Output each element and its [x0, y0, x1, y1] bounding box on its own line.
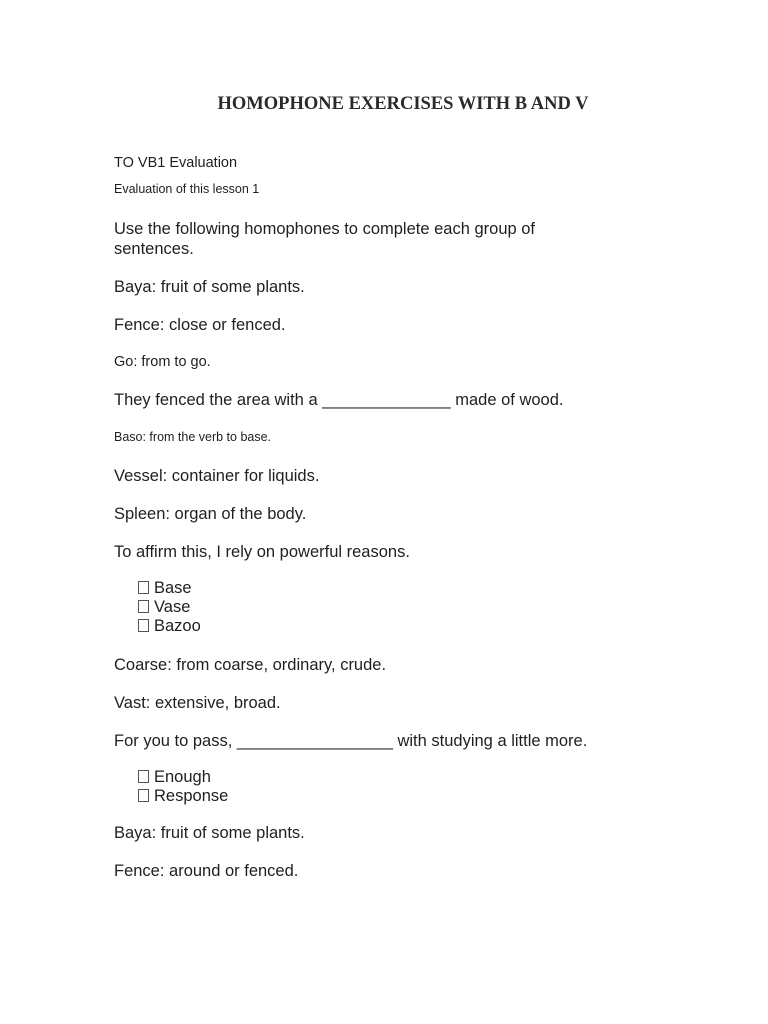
option-label: Enough: [154, 768, 211, 786]
definition-baya-2: Baya: fruit of some plants.: [114, 824, 305, 842]
option-label: Response: [154, 787, 229, 805]
definition-baya: Baya: fruit of some plants.: [114, 278, 305, 296]
document-title: HOMOPHONE EXERCISES WITH B AND V: [217, 94, 589, 114]
definition-vessel: Vessel: container for liquids.: [114, 467, 320, 485]
checkbox-icon[interactable]: [138, 789, 149, 802]
definition-go: Go: from to go.: [114, 354, 211, 370]
instructions: Use the following homophones to complete each group of sentences.: [114, 220, 536, 258]
definition-fence: Fence: close or fenced.: [114, 316, 286, 334]
definition-fence-2: Fence: around or fenced.: [114, 862, 299, 880]
definition-spleen: Spleen: organ of the body.: [114, 505, 307, 523]
lesson-label: Evaluation of this lesson 1: [114, 182, 260, 196]
exercise-sentence-1: They fenced the area with a ______________ made of wood.: [114, 391, 564, 409]
checkbox-icon[interactable]: [138, 770, 149, 783]
exercise-sentence-3: For you to pass, _________________ with studying a little more.: [114, 732, 588, 750]
checkbox-icon[interactable]: [138, 619, 149, 632]
option-label: Base: [154, 579, 192, 597]
option-item[interactable]: [138, 578, 192, 598]
option-label: Vase: [154, 598, 191, 616]
checkbox-icon[interactable]: [138, 600, 149, 613]
option-item[interactable]: [138, 616, 201, 636]
option-item[interactable]: [138, 786, 228, 806]
definition-baso: Baso: from the verb to base.: [114, 430, 272, 444]
checkbox-icon[interactable]: [138, 581, 149, 594]
course-label: TO VB1 Evaluation: [114, 155, 238, 171]
option-item[interactable]: [138, 597, 190, 617]
definition-vast: Vast: extensive, broad.: [114, 694, 281, 712]
exercise-sentence-2: To affirm this, I rely on powerful reasons.: [114, 543, 410, 561]
definition-coarse: Coarse: from coarse, ordinary, crude.: [114, 656, 387, 674]
option-label: Bazoo: [154, 617, 201, 635]
option-item[interactable]: [138, 767, 211, 787]
